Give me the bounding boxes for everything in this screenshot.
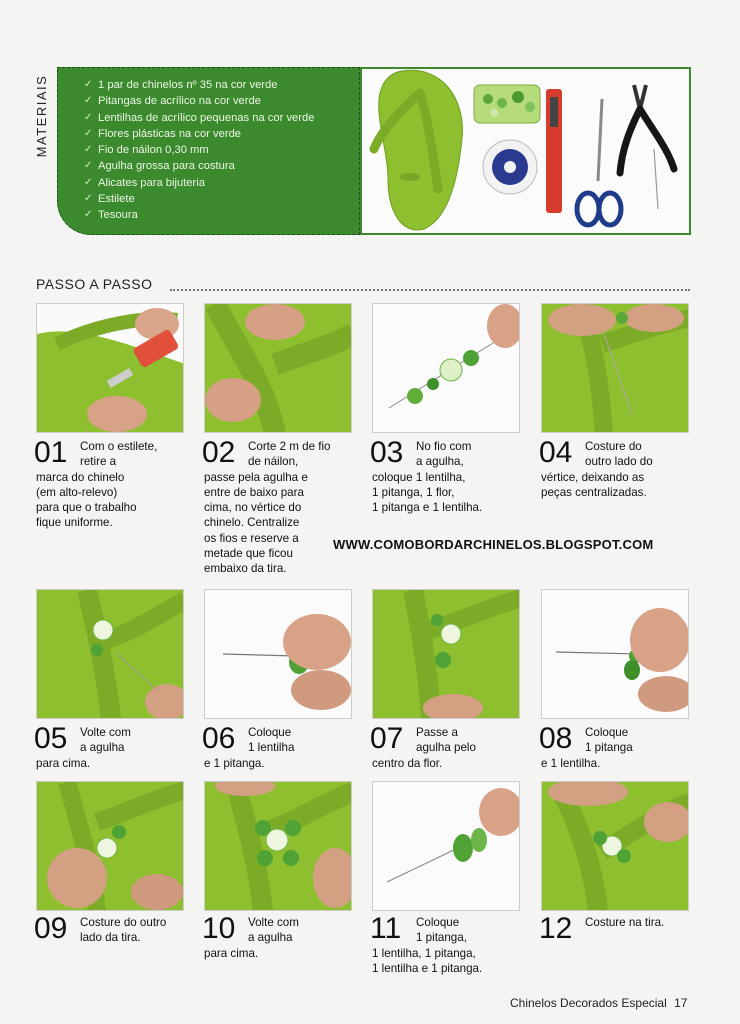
step-instruction-line: centro da flor. — [372, 756, 443, 770]
step-illustration — [37, 782, 184, 911]
step-photo — [372, 589, 520, 719]
website-url: WWW.COMOBORDARCHINELOS.BLOGSPOT.COM — [333, 537, 654, 552]
step-instruction-line: 1 lentilha e 1 pitanga. — [372, 961, 483, 975]
step-instruction-line: Passe a — [416, 726, 458, 739]
materials-list — [58, 68, 359, 224]
step-illustration — [373, 304, 520, 433]
step-instruction-line: cima, no vértice do — [204, 501, 302, 515]
step-instruction — [34, 722, 188, 771]
step-instruction-line: 1 pitanga e 1 lentilha. — [372, 501, 483, 515]
step-photo — [541, 781, 689, 911]
step-instruction — [202, 912, 356, 961]
material-item: ✓ Pitangas de acrílico na cor verde — [98, 93, 359, 109]
step-illustration — [542, 782, 689, 911]
page-number: 17 — [674, 996, 688, 1010]
material-item: ✓ Tesoura — [98, 207, 359, 223]
step-instruction-line: 1 pitanga, — [416, 931, 467, 945]
material-item: ✓ Flores plásticas na cor verde — [98, 126, 359, 142]
step-instruction-line: peças centralizadas. — [541, 485, 647, 499]
step-instruction-line: Costure do outro — [80, 916, 167, 929]
material-item: ✓ Lentilhas de acrílico pequenas na cor verde — [98, 110, 359, 126]
step-illustration — [542, 590, 689, 719]
step-instruction-line: de náilon, — [248, 455, 299, 469]
step-instruction-line: para que o trabalho — [36, 501, 137, 515]
step-number: 12 — [539, 912, 573, 945]
step-instruction-line: coloque 1 lentilha, — [372, 470, 466, 484]
step-instruction-line: agulha pelo — [416, 741, 476, 755]
step-instruction-line: vértice, deixando as — [541, 470, 645, 484]
step-illustration — [37, 304, 184, 433]
step-instruction-line: Costure do — [585, 440, 642, 453]
step-illustration — [373, 590, 520, 719]
section-divider — [170, 289, 690, 291]
materials-illustration — [362, 69, 689, 233]
section-title: PASSO A PASSO — [36, 276, 153, 292]
step-instruction-line: 1 lentilha — [248, 741, 295, 755]
step-instruction-line: Com o estilete, — [80, 440, 158, 453]
step-number: 07 — [370, 722, 404, 755]
step-instruction-line: 1 pitanga — [585, 741, 633, 755]
material-item: ✓ Alicates para bijuteria — [98, 175, 359, 191]
step-instruction — [370, 436, 524, 515]
step-number: 03 — [370, 436, 404, 469]
material-item: ✓ 1 par de chinelos nº 35 na cor verde — [98, 77, 359, 93]
step-number: 10 — [202, 912, 236, 945]
material-item: ✓ Agulha grossa para costura — [98, 158, 359, 174]
step-instruction — [370, 722, 524, 771]
step-number: 09 — [34, 912, 68, 945]
step-instruction-line: a agulha — [80, 741, 125, 755]
step-illustration — [542, 304, 689, 433]
step-number: 11 — [370, 912, 402, 945]
pliers-icon — [620, 85, 674, 173]
step-illustration — [205, 782, 352, 911]
step-photo — [204, 589, 352, 719]
page-footer — [510, 996, 687, 1010]
materials-heading-container — [33, 68, 55, 164]
step-instruction-line: Corte 2 m de fio — [248, 440, 331, 453]
step-instruction-line: No fio com — [416, 440, 472, 453]
step-instruction — [34, 912, 188, 946]
step-instruction-line: Costure na tira. — [585, 916, 665, 929]
step-instruction-line: chinelo. Centralize — [204, 516, 300, 530]
step-instruction-line: retire a — [80, 455, 117, 469]
step-number: 08 — [539, 722, 573, 755]
check-icon: ✓ — [84, 176, 93, 188]
step-instruction-line: metade que ficou — [204, 547, 293, 561]
step-illustration — [37, 590, 184, 719]
step-photo — [372, 781, 520, 911]
check-icon: ✓ — [84, 144, 93, 156]
step-photo — [204, 303, 352, 433]
check-icon: ✓ — [84, 160, 93, 172]
scissors-icon — [577, 99, 621, 225]
step-number: 05 — [34, 722, 68, 755]
step-instruction — [202, 722, 356, 771]
step-number: 04 — [539, 436, 573, 469]
check-icon: ✓ — [84, 209, 93, 221]
step-photo — [541, 589, 689, 719]
materials-box — [57, 67, 360, 235]
step-photo — [36, 303, 184, 433]
step-instruction-line: para cima. — [36, 756, 91, 770]
materials-photo — [360, 67, 691, 235]
step-instruction-line: fique uniforme. — [36, 516, 113, 530]
check-icon: ✓ — [84, 95, 93, 107]
step-illustration — [205, 590, 352, 719]
step-number: 02 — [202, 436, 236, 469]
step-instruction — [541, 915, 693, 930]
step-instruction-line: entre de baixo para — [204, 485, 304, 499]
step-instruction — [370, 912, 524, 976]
magazine-name: Chinelos Decorados Especial — [510, 996, 667, 1010]
step-instruction-line: 1 pitanga, 1 flor, — [372, 485, 455, 499]
step-instruction-line: Volte com — [248, 916, 299, 929]
step-instruction-line: marca do chinelo — [36, 470, 125, 484]
step-instruction-line: (em alto-relevo) — [36, 485, 118, 499]
step-photo — [36, 589, 184, 719]
step-number: 06 — [202, 722, 236, 755]
step-instruction-line: e 1 pitanga. — [204, 756, 265, 770]
step-instruction-line: os fios e reserve a — [204, 531, 299, 545]
step-photo — [541, 303, 689, 433]
step-instruction-line: Volte com — [80, 726, 131, 739]
check-icon: ✓ — [84, 111, 93, 123]
materials-heading: MATERIAIS — [34, 74, 49, 158]
step-illustration — [373, 782, 520, 911]
step-instruction-line: a agulha, — [416, 455, 464, 469]
step-instruction — [539, 722, 693, 771]
step-instruction-line: Coloque — [416, 916, 460, 929]
step-instruction — [202, 436, 356, 577]
step-instruction-line: passe pela agulha e — [204, 470, 308, 484]
step-photo — [36, 781, 184, 911]
check-icon: ✓ — [84, 79, 93, 90]
needle-icon — [654, 149, 658, 209]
step-number: 01 — [34, 436, 68, 469]
check-icon: ✓ — [84, 127, 93, 139]
check-icon: ✓ — [84, 193, 93, 205]
step-instruction — [539, 436, 693, 500]
material-item: ✓ Fio de náilon 0,30 mm — [98, 142, 359, 158]
step-photo — [372, 303, 520, 433]
step-instruction-line: a agulha — [248, 931, 293, 945]
step-instruction-line: 1 lentilha, 1 pitanga, — [372, 946, 476, 960]
step-instruction-line: e 1 lentilha. — [541, 756, 601, 770]
step-instruction-line: Coloque — [585, 726, 629, 739]
step-illustration — [205, 304, 352, 433]
step-instruction-line: lado da tira. — [80, 931, 141, 945]
step-instruction-line: Coloque — [248, 726, 292, 739]
step-instruction-line: outro lado do — [585, 455, 653, 469]
material-item: ✓ Estilete — [98, 191, 359, 207]
step-instruction-line: embaixo da tira. — [204, 562, 287, 576]
step-instruction — [34, 436, 188, 531]
step-instruction-line: para cima. — [204, 946, 259, 960]
step-photo — [204, 781, 352, 911]
